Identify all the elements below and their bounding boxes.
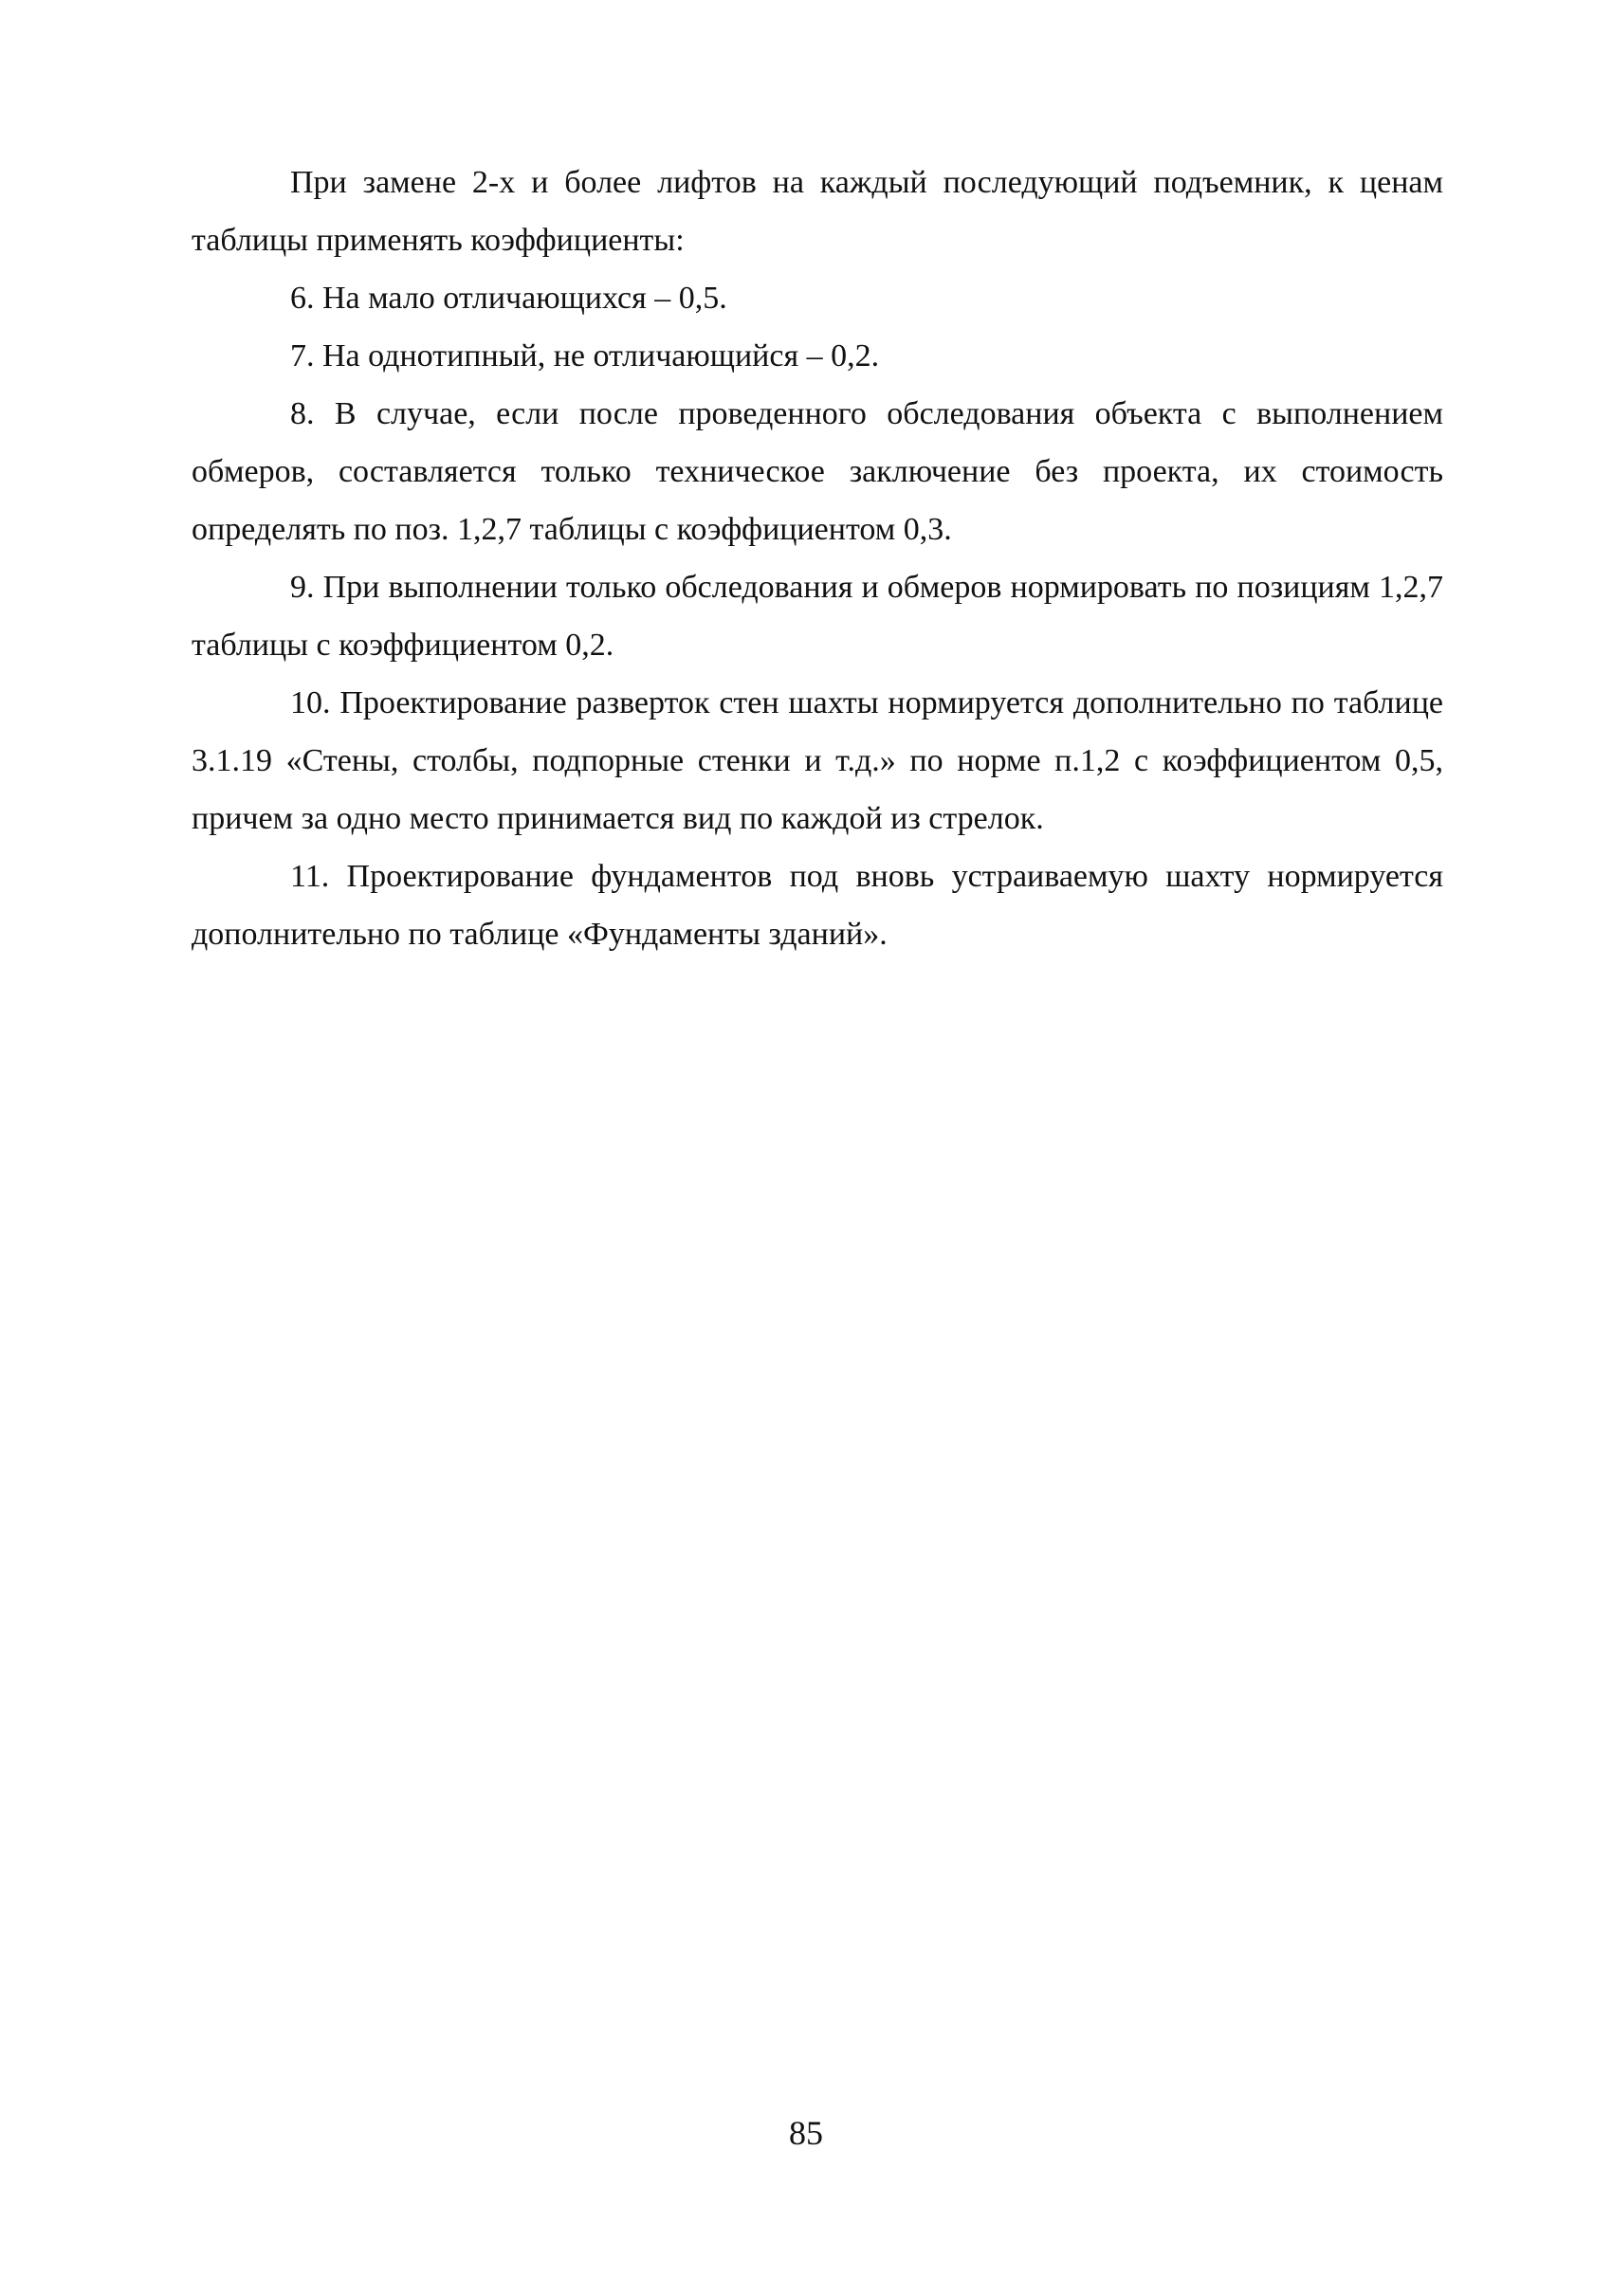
paragraph-item-6: 6. На мало отличающихся – 0,5. bbox=[290, 281, 727, 316]
paragraph-item-8: 8. В случае, если после проведенного обследования объекта с выполнением обмеров, составляется только техническое заключение без проекта, их стоимость определять по поз. 1,2,7 таблицы с коэффициентом 0,3. bbox=[192, 396, 1443, 547]
paragraph-item-11: 11. Проектирование фундаментов под вновь устраиваемую шахту нормируется дополнительно по таблице «Фундаменты зданий». bbox=[192, 859, 1443, 952]
paragraph-intro: При замене 2-х и более лифтов на каждый последующий подъемник, к ценам таблицы применять коэффициенты: bbox=[192, 165, 1443, 258]
page-number: 85 bbox=[789, 2114, 823, 2152]
paragraph-item-10: 10. Проектирование разверток стен шахты нормируется дополнительно по таблице 3.1.19 «Стены, столбы, подпорные стенки и т.д.» по норме п.1,2 с коэффициентом 0,5, причем за одно место принимается вид по каждой из стрелок. bbox=[192, 685, 1443, 836]
paragraph-item-7: 7. На однотипный, не отличающийся – 0,2. bbox=[290, 338, 880, 374]
paragraph-item-9: 9. При выполнении только обследования и обмеров нормировать по позициям 1,2,7 таблицы с коэффициентом 0,2. bbox=[192, 570, 1443, 663]
document-body bbox=[192, 154, 1443, 963]
